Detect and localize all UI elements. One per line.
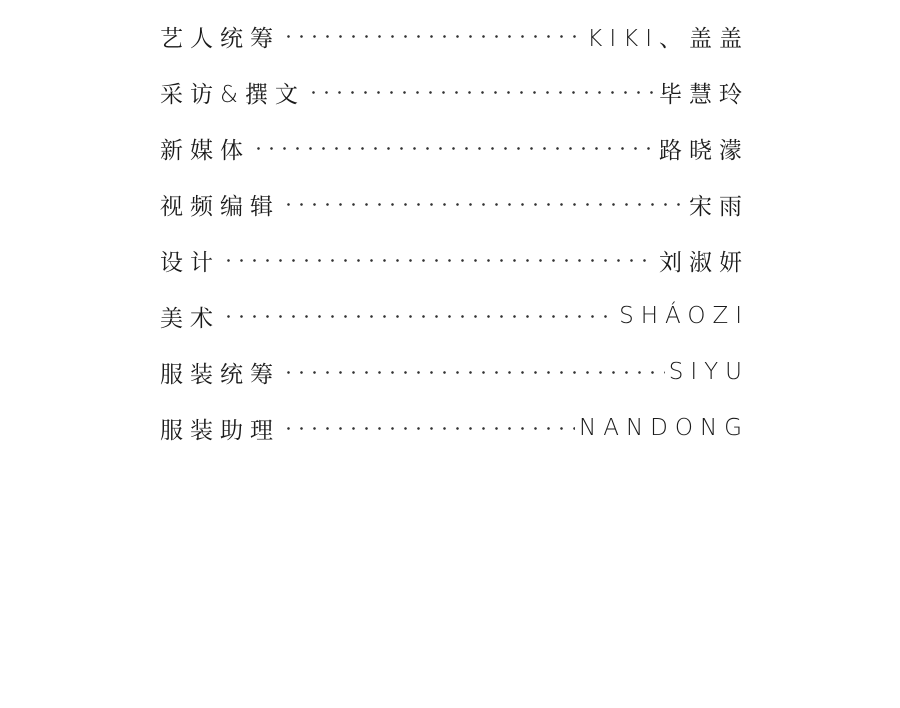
credit-row-video-editing: [160, 176, 749, 232]
credit-role: 美术: [160, 305, 220, 332]
credit-role: 服装统筹: [160, 361, 280, 388]
credit-name: 刘淑妍: [659, 249, 749, 276]
credit-row-interview-writing: [160, 64, 749, 120]
credit-name: NANDONG: [579, 415, 749, 441]
leader-dots: [252, 147, 655, 150]
credit-role: 新媒体: [160, 137, 250, 164]
credit-row-artist-coordination: [160, 8, 749, 64]
credit-name: 毕慧玲: [659, 81, 749, 108]
credit-name: SHÁOZI: [619, 303, 749, 329]
credit-row-design: [160, 232, 749, 288]
leader-dots: [282, 203, 685, 206]
leader-dots: [282, 371, 665, 374]
credit-name: KIKI、盖盖: [587, 25, 749, 52]
credit-role: 艺人统筹: [160, 25, 280, 52]
leader-dots: [282, 35, 583, 38]
leader-dots: [307, 91, 655, 94]
credit-role: 设计: [160, 249, 220, 276]
credit-role: 视频编辑: [160, 193, 280, 220]
leader-dots: [282, 427, 575, 430]
credit-row-art: [160, 288, 749, 344]
leader-dots: [222, 259, 655, 262]
credit-row-wardrobe-coordination: [160, 344, 749, 400]
credit-role: 采访&撰文: [160, 81, 305, 108]
credit-row-wardrobe-assistant: [160, 400, 749, 456]
credit-name: 路晓濛: [659, 137, 749, 164]
leader-dots: [222, 315, 615, 318]
credit-name: 宋雨: [689, 193, 749, 220]
credit-row-new-media: [160, 120, 749, 176]
credit-role: 服装助理: [160, 417, 280, 444]
credits-list: [160, 8, 749, 456]
credit-name: SIYU: [668, 359, 749, 385]
